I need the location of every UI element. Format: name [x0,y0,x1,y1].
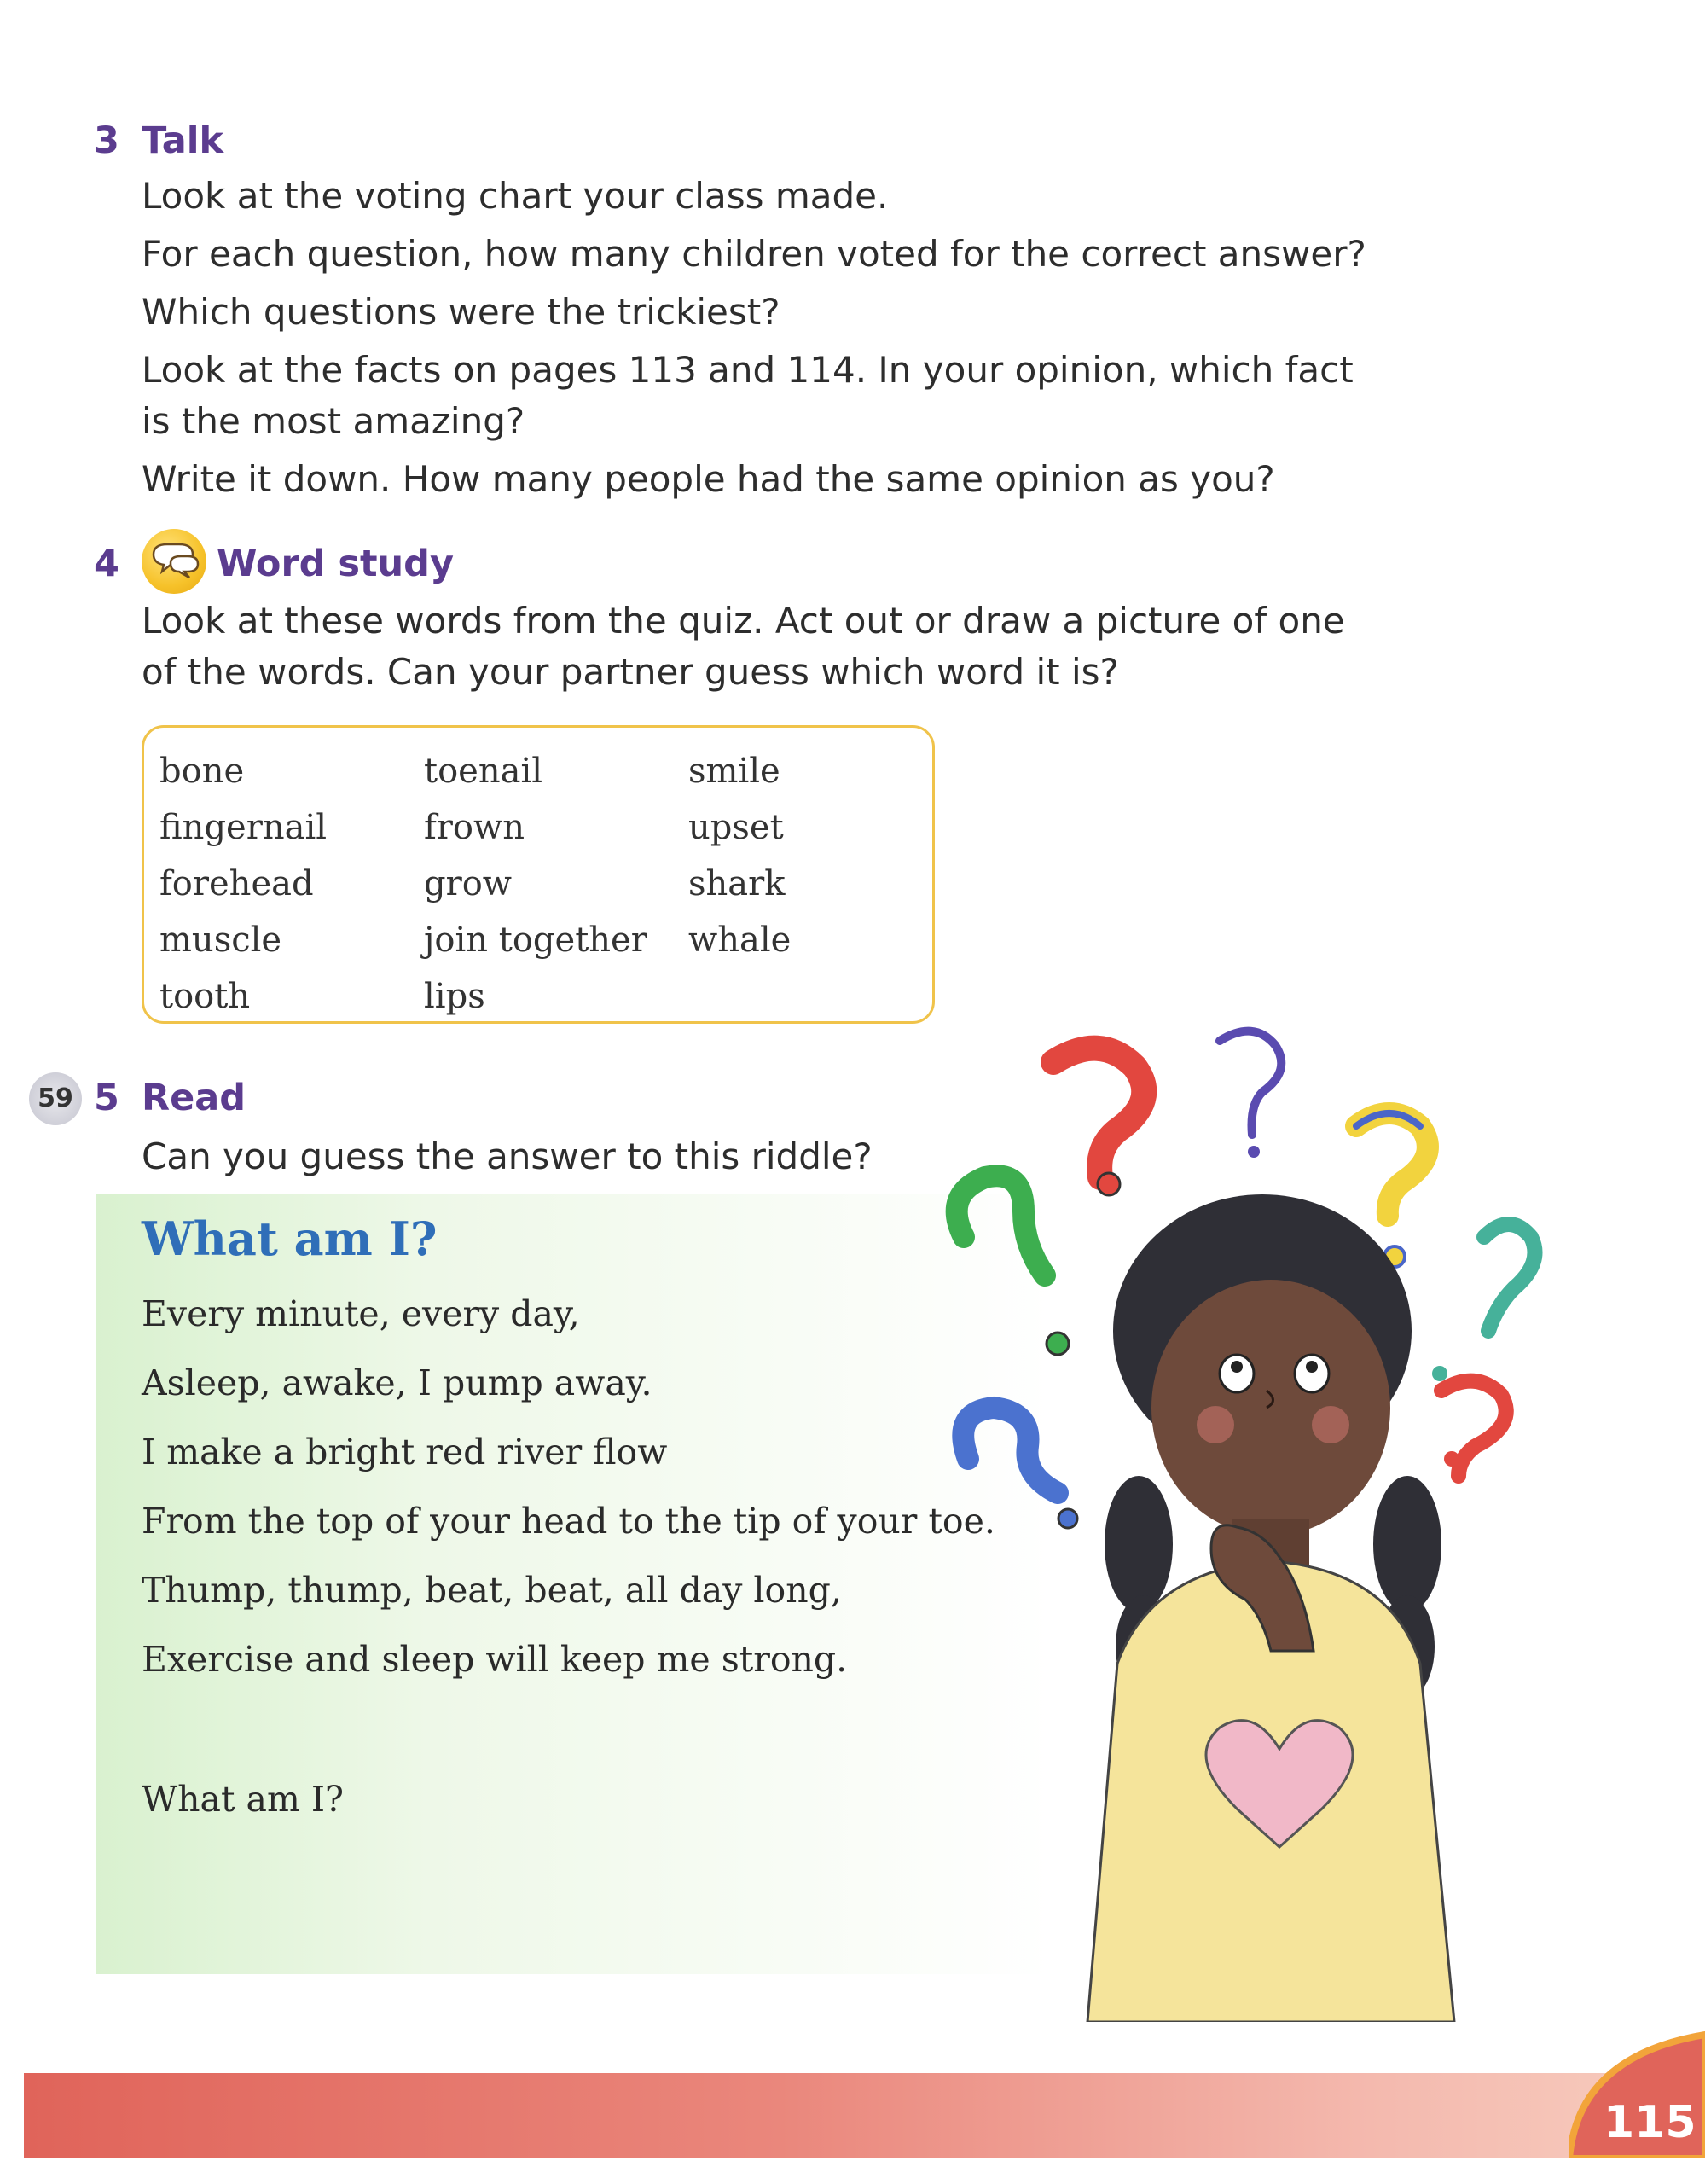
word-item: join together [424,921,647,960]
word-item: frown [424,808,525,847]
thinking-girl-illustration [930,1015,1578,2022]
audio-track-badge: 59 [29,1072,82,1125]
girl-figure [1087,1194,1454,2022]
section-3-number: 3 [94,119,119,162]
word-item: lips [424,977,485,1016]
word-item: whale [688,921,792,960]
talk-line-1: Look at the voting chart your class made. [142,175,889,217]
speech-bubbles-icon [142,529,206,594]
talk-line-3: Which questions were the trickiest? [142,291,780,333]
page-number: 115 [1604,2097,1696,2148]
word-study-line-1: Look at these words from the quiz. Act out or draw a picture of one [142,600,1345,642]
poem-line-3: I make a bright red river flow [142,1432,668,1472]
section-3-title: Talk [142,119,224,162]
word-item: toenail [424,752,543,791]
word-item: shark [688,864,786,903]
word-column-2 [424,743,647,1025]
talk-line-4: Look at the facts on pages 113 and 114. In your opinion, which fact [142,349,1354,391]
talk-line-6: Write it down. How many people had the same opinion as you? [142,458,1275,500]
word-item: tooth [159,977,251,1016]
word-study-line-2: of the words. Can your partner guess which word it is? [142,651,1119,693]
section-5-number: 5 [94,1077,119,1119]
poem-line-4: From the top of your head to the tip of your toe. [142,1501,995,1542]
poem-line-1: Every minute, every day, [142,1293,580,1334]
section-5-title: Read [142,1077,246,1119]
word-item: grow [424,864,513,903]
read-intro: Can you guess the answer to this riddle? [142,1136,873,1177]
talk-line-5: is the most amazing? [142,400,525,442]
talk-line-2: For each question, how many children voted for the correct answer? [142,233,1366,275]
word-list-box [142,725,935,1024]
poem-line-6: Exercise and sleep will keep me strong. [142,1639,848,1680]
poem-title: What am I? [142,1211,438,1266]
poem-line-2: Asleep, awake, I pump away. [142,1362,652,1403]
section-4-number: 4 [94,543,119,585]
section-4-title: Word study [217,543,454,585]
word-item: forehead [159,864,314,903]
word-item: bone [159,752,245,791]
word-column-1 [159,743,327,1025]
word-item: upset [688,808,784,847]
word-column-3 [688,743,791,968]
poem-line-5: Thump, thump, beat, beat, all day long, [142,1570,842,1611]
word-item: smile [688,752,780,791]
poem-closing: What am I? [142,1779,345,1820]
word-item: muscle [159,921,282,960]
word-item: fingernail [159,808,328,847]
footer-band [24,2073,1705,2158]
